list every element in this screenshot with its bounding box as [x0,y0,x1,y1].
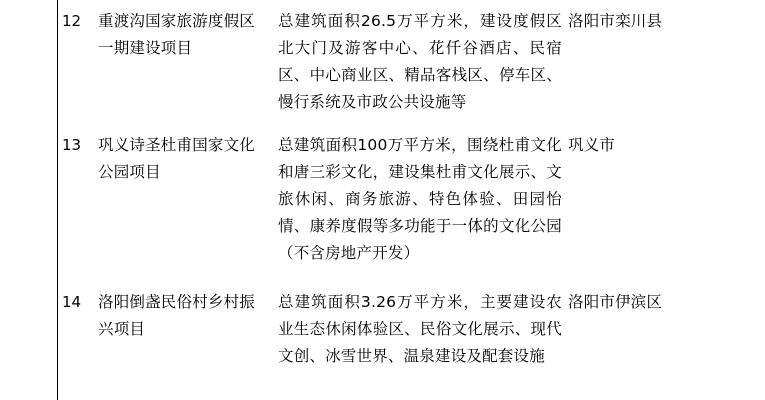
cell-project-name: 洛阳倒盏民俗村乡村振兴项目 [98,293,256,338]
table-row [0,116,765,267]
cell-project-description: 总建筑面积26.5万平方米，建设度假区北大门及游客中心、花仟谷酒店、民宿区、中心商业区、精品客栈区、停车区、慢行系统及市政公共设施等 [278,12,562,111]
cell-project-description: 总建筑面积100万平方米，围绕杜甫文化和唐三彩文化，建设集杜甫文化展示、文旅休闲、商务旅游、特色体验、田园怡情、康养度假等多功能于一体的文化公园（不含房地产开发） [278,136,562,262]
cell-project-name: 重渡沟国家旅游度假区一期建设项目 [98,12,256,57]
cell-project-location: 洛阳市伊滨区 [568,293,663,311]
cell-project-name: 巩义诗圣杜甫国家文化公园项目 [98,136,256,181]
cell-row-number: 13 [62,136,82,154]
cell-project-description: 总建筑面积3.26万平方米，主要建设农业生态休闲体验区、民俗文化展示、现代文创、冰雪世界、温泉建设及配套设施 [278,293,562,365]
table-row [0,0,765,116]
cell-row-number: 14 [62,293,82,311]
cell-project-location: 洛阳市栾川县 [568,12,663,30]
cell-project-location: 巩义市 [568,136,616,154]
cell-row-number: 12 [62,12,82,30]
table-row [0,267,765,370]
